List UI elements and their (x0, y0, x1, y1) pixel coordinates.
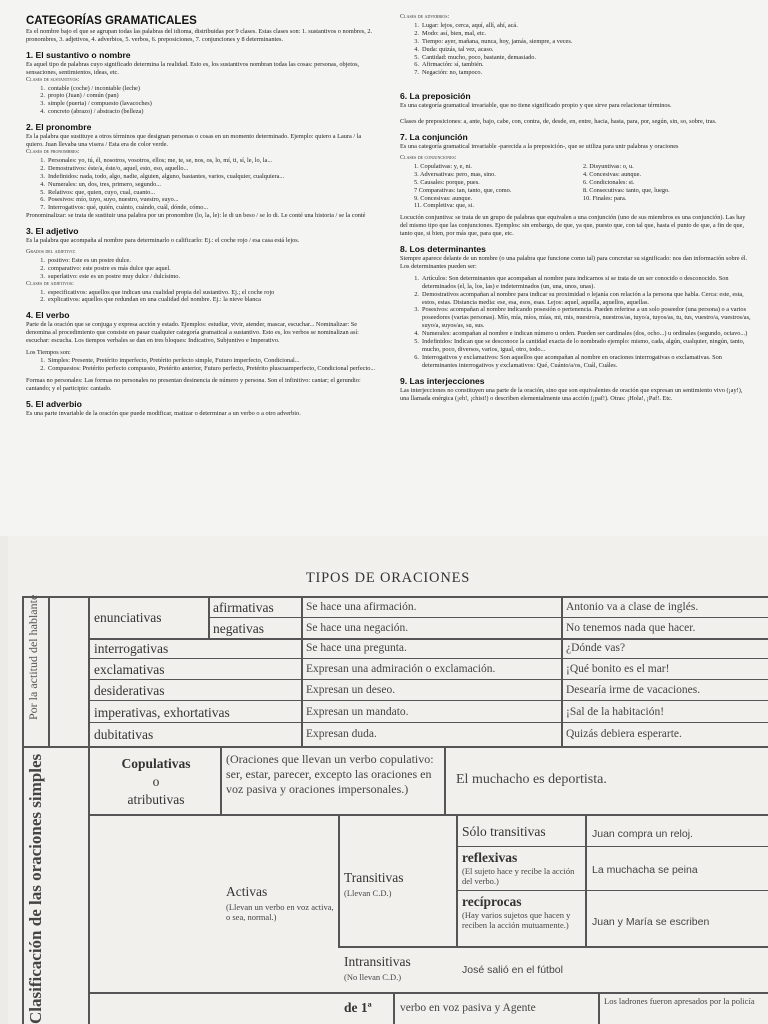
copulativas-desc: (Oraciones que llevan un verbo copulativo: ser, estar, parecer, excepto las oraciones en voz pasiva y oraciones impersonales.) (226, 752, 434, 796)
list-item: 2. Modo: así, bien, mal, etc. (414, 29, 487, 37)
reciprocas-title: recíprocas (462, 894, 522, 909)
type-cell: exclamativas (94, 662, 165, 677)
section-heading-adverbio: 5. El adverbio (26, 398, 82, 409)
transitivas-note: (Llevan C.D.) (344, 888, 392, 898)
list-item: 7. Interrogativos: qué, quién, cuánto, cuándo, cuál, dónde, cómo... (40, 204, 209, 212)
solo-transitivas: Sólo transitivas (462, 824, 546, 839)
adverbios-label: Clases de adverbios: (400, 14, 450, 20)
section-text: Siempre aparece delante de un nombre (o una palabra que funcione como tal) para concretar su significado: nos dan información sobre él. Los determinantes pueden ser: (400, 255, 748, 270)
section-text: Es la palabra que sustituye a otros términos que designan personas o cosas en un momento determinado. Ejemplo: quiero a Laura / la quiero. Juan llevaba una visera / Esta era de color verde. (26, 133, 362, 149)
reflexivas-title: reflexivas (462, 850, 518, 865)
list-item: 1. Artículos: Son determinantes que acompañan al nombre para indicarnos si se trata de un ser conocido o desconocido. Son determinados (el, la, los, las) e indeterminados (un, una, unos, unas). (414, 274, 729, 290)
sustantivo-list (26, 85, 376, 117)
list-item: 4. concreto (abrazo) / abstracto (belleza) (40, 108, 144, 116)
section-heading-interjecciones: 9. Las interjecciones (400, 375, 485, 386)
row-line (88, 638, 768, 640)
side-label-actitud: Por la actitud del hablante (26, 594, 40, 720)
list-item: 1. positivo: Este es un postre dulce. (40, 256, 131, 264)
tipos-oraciones-page (0, 536, 768, 1024)
copulativas-example: El muchacho es deportista. (456, 772, 607, 787)
list-item: 2. propio (Juan) / común (pan) (40, 92, 119, 100)
copulativas-divider (444, 748, 446, 814)
example-cell: Quizás debiera esperarte. (566, 728, 682, 740)
type-cell: imperativas, exhortativas (94, 705, 230, 720)
list-item: 4. Numerales: un, dos, tres, primero, segundo... (40, 180, 161, 188)
example-divider (585, 814, 587, 946)
pasiva-desc: verbo en voz pasiva y Agente (400, 1002, 536, 1014)
list-item: 10. Finales: para. (583, 194, 627, 202)
list-item: 2. Demostrativos acompañan al nombre para indicar su proximidad o lejanía con relación a la persona que habla. Cerca: este, esta, estos, estas. Distancia media: ese, esa, esos, esas. Lejos: aquel, aquella, aquellos, aquellas. (414, 290, 744, 306)
list-item: 3. Tiempo: ayer, mañana, nunca, hoy, jamás, siempre, a veces. (414, 37, 573, 45)
list-item: 9. Concesivas: aunque. (414, 194, 473, 202)
list-item: 5. Relativos: que, quien, cuyo, cual, cuanto... (40, 188, 156, 196)
list-item: 1. Lugar: lejos, cerca, aquí, allí, ahí, acá. (414, 21, 518, 29)
desc-cell: Se hace una negación. (306, 622, 409, 634)
list-item: 6. Interrogativos y exclamativos: Son aquellos que acompañan al nombre en oraciones interrogativas o exclamativas. Son determinantes interrogativos y exclamativos: Qué, Cuánto/a/os, Cuál, Cuáles. (414, 353, 722, 369)
type-cell: negativas (213, 621, 264, 636)
transitivas-divider (456, 814, 458, 946)
section-heading-pronombre: 2. El pronombre (26, 122, 92, 133)
list-item: 3. Indefinidos: nada, todo, algo, nadie, alguien, alguno, bastantes, varios, cualquier, cualquiera... (40, 172, 285, 180)
type-cell: interrogativas (94, 641, 169, 656)
list-item: 3. Posesivos: acompañan al nombre indicando posesión o pertenencia. Pueden referirse a un solo poseedor (una persona) o a varios poseedores (varias personas). Mío, mía, míos, mías, mi, mis, nuestro/a, nuestros/as, tuyo/a, tuyos/as, tu, tus, vuestro/a, vuestros/as, suyo/a, suyos/as, su, sus. (414, 306, 751, 330)
row-line (88, 700, 768, 701)
pronominalizar-text: Pronominalizar: se trata de sustituir una palabra por un pronombre (lo, la, le): le di un beso / se lo di. Le conté una historia / se la conté (26, 212, 366, 220)
list-item: 5. Causales: porque, pues. (414, 178, 480, 186)
section-text: Es una parte invariable de la oración que puede modificar, matizar o determinar a un verbo o a otro adverbio. (26, 409, 301, 417)
classes-label: Clases de sustantivos: (26, 76, 80, 83)
row-line (88, 722, 768, 723)
list-item: 2. explicativos: aquellos que redundan en una cualidad del nombre. Ej.: la nieve blanca (40, 296, 261, 304)
example-cell: Desearía irme de vacaciones. (566, 684, 701, 696)
activas-divider (338, 814, 340, 946)
preposiciones-list: Clases de preposiciones: a, ante, bajo, cabe, con, contra, de, desde, en, entre, hacia, hasta, para, por, según, sin, so, sobre, tras. (400, 118, 717, 126)
intransitivas-note: (No llevan C.D.) (344, 972, 402, 982)
classes-label: Clases de pronombres: (26, 148, 80, 155)
list-item: 4. Numerales: acompañan al nombre e indican número u orden. Pueden ser cardinales (dos, ocho...) u ordinales (segundo, octavo...) (414, 330, 748, 338)
row-line (456, 890, 768, 891)
table-border-left (22, 596, 24, 1024)
list-item: 4. Duda: quizás, tal vez, acaso. (414, 45, 494, 53)
pronombre-list (26, 157, 376, 212)
locucion-text: Locución conjuntiva: se trata de un grupo de palabras que equivalen a una conjunción (uno de sus miembros es una conjunción). Las hay del mismo tipo que las conjunciones. Ejemplos: sin embargo, de que, ya que, puesto que, con tal que, hasta el punto de que, a fin de que, tanto que, si bien, por más que, para que, etc. (400, 214, 746, 238)
reciprocas-example: Juan y María se escriben (592, 916, 710, 928)
section-heading-determinantes: 8. Los determinantes (400, 244, 486, 255)
list-item: 6. Afirmación: sí, también. (414, 61, 484, 69)
list-item: 5. Indefinidos: Indican que se desconoce la cantidad exacta de lo nombrado ejemplo: mismo, cada, algún, cualquier, ningún, tanto, mucho, poco, diversos, varios, igual, otro, todo... (414, 338, 745, 353)
atributivas-title: atributivas (127, 792, 185, 807)
adverbios-list (400, 22, 752, 77)
example-cell: ¿Dónde vas? (566, 642, 626, 654)
solo-example: Juan compra un reloj. (592, 828, 693, 840)
list-item: 1. especificativos: aquellos que indican una cualidad propia del sustantivo. Ej.; el coche rojo (40, 288, 275, 296)
list-item: 5. Cantidad: mucho, poco, bastante, demasiado. (414, 53, 537, 61)
section-text: Es la palabra que acompaña al nombre para determinarlo o calificarlo: Ej.: el coche rojo / esa casa está lejos. (26, 237, 300, 245)
table-title: TIPOS DE ORACIONES (305, 570, 471, 586)
tiempos-list (26, 357, 376, 373)
grados-label: Grados del adjetivo: (26, 249, 76, 256)
section-heading-preposicion: 6. La preposición (400, 91, 471, 102)
type-cell: afirmativas (213, 600, 274, 615)
example-column-left (561, 596, 563, 746)
section-heading-adjetivo: 3. El adjetivo (26, 226, 79, 237)
reciprocas-note: (Hay varios sujetos que hacen y reciben la acción mutuamente.) (462, 910, 571, 930)
list-item: 3. Adversativas: pero, mas, sino. (414, 170, 496, 178)
list-item: 6. Condicionales: si. (583, 178, 635, 186)
row-line (88, 814, 768, 816)
reflexivas-note: (El sujeto hace y recibe la acción del verbo.) (462, 866, 575, 886)
list-item: 2. Disyuntivas: o, u. (583, 162, 634, 170)
type-cell: desiderativas (94, 683, 165, 698)
clases-adjetivos-label: Clases de adjetivos: (26, 280, 74, 287)
pasiva-degree: de 1ª (344, 1000, 372, 1015)
list-item: 2. Demostrativos: éste/a, éste/o, aquel, esto, eso, aquello... (40, 164, 189, 172)
desc-cell: Expresan un mandato. (306, 706, 409, 718)
list-item: 3. superlativo: este es un postre muy dulce / dulcísimo. (40, 272, 181, 280)
desc-cell: Expresan una admiración o exclamación. (306, 663, 496, 675)
type-enunciativas: enunciativas (94, 610, 162, 625)
grammar-left-column (26, 14, 376, 418)
row-line (88, 679, 768, 680)
section-text: Es aquel tipo de palabras cuyo significado determina la realidad. Esto es, los sustantivos nombran todas las cosas: personas, objetos, sensaciones, sentimientos, ideas, etc. (26, 60, 360, 76)
no-personales-text: Formas no personales: Las formas no personales no presentan desinencia de número y persona. Son el infinitivo: cantar; el gerundio: cantando; y el participio: cantado. (26, 376, 361, 392)
section-text: Parte de la oración que se conjuga y expresa acción y estado. Ejemplos: estudiar, vivir, atender, mascar, escuchar... Nominalizar: Se denomina al procedimiento que consiste en pasar cualquier categoría gramatical a sustantivo. Esto es, los verbos se nominalizan así: escuchar: escucha. Los tiempos verbales se dan en tres bloques: Indicativo, Subjuntivo e Imperativo. (26, 321, 359, 345)
copulativas-divider (220, 748, 222, 814)
section-text: Es una categoría gramatical invariable -parecida a la preposición-, que se utiliza para unir palabras y oraciones (400, 143, 679, 151)
row-line-thick (22, 746, 768, 748)
section-text: Es una categoría gramatical invariable, que no tiene significado propio y que sirve para relacionar términos. (400, 102, 672, 110)
desc-column-left (301, 596, 303, 746)
tipos-table-sheet (8, 536, 768, 1024)
reflexivas-example: La muchacha se peina (592, 864, 698, 876)
example-cell: ¡Qué bonito es el mar! (566, 663, 670, 675)
pasiva-divider (598, 992, 600, 1024)
row-line (456, 846, 768, 847)
desc-cell: Se hace una pregunta. (306, 642, 407, 654)
list-item: 4. Concesivas: aunque. (583, 170, 642, 178)
example-cell: ¡Sal de la habitación! (566, 706, 665, 718)
example-cell: No tenemos nada que hacer. (566, 622, 696, 634)
desc-cell: Expresan un deseo. (306, 684, 396, 696)
determinantes-list (400, 275, 752, 370)
desc-cell: Expresan duda. (306, 728, 377, 740)
copulativas-title: Copulativas (121, 756, 191, 771)
type-column-left (88, 596, 90, 1024)
list-item: 8. Consecutivas: tanto, que, luego. (583, 186, 670, 194)
desc-cell: Se hace una afirmación. (306, 601, 417, 613)
row-line (88, 658, 768, 659)
tiempos-label: Los Tiempos son: (26, 349, 71, 357)
list-item: 2. Compuestos: Pretérito perfecto compuesto, Pretérito anterior, Futuro perfecto, Pretérito pluscuamperfecto, Condicional perfecto... (40, 364, 376, 372)
section-text: Las interjecciones no constituyen una parte de la oración, sino que son equivalentes de oración que expresan un sentimiento vivo (¡ay!), una llamada enérgica (¡eh!, ¡chist!) o describen elementalmente una acción (¡paf!). Otras: ¡Hola!, ¡Paf!. Etc. (400, 386, 743, 402)
transitivas-title: Transitivas (344, 870, 404, 885)
list-item: 7. Negación: no, tampoco. (414, 69, 483, 77)
section-heading-verbo: 4. El verbo (26, 310, 70, 321)
side-label-simples: Clasificación de las oraciones simples (26, 753, 45, 1024)
activas-note: (Llevan un verbo en voz activa, o sea, normal.) (226, 902, 334, 922)
list-item: 2. comparativo: este postre es más dulce que aquel. (40, 264, 171, 272)
grados-list (26, 257, 376, 281)
pasiva-divider (393, 992, 395, 1024)
copulativas-or: o (152, 774, 160, 789)
conjunciones-list (400, 163, 752, 210)
table-border-top (22, 596, 768, 598)
list-item: 6. Posesivos: mío, tuyo, suyo, nuestro, vuestro, suyo... (40, 196, 179, 204)
row-line (338, 946, 768, 948)
conjunciones-label: Clases de conjunciones: (400, 154, 457, 161)
list-item: 1. contable (coche) / incontable (leche) (40, 84, 140, 92)
list-item: 11. Completiva: que, si. (414, 202, 474, 210)
list-item: 3. simple (puerta) / compuesto (lavacoches) (40, 100, 152, 108)
page-title: CATEGORÍAS GRAMATICALES (26, 15, 197, 27)
row-line (208, 617, 768, 618)
example-cell: Antonio va a clase de inglés. (566, 601, 699, 613)
type-cell: dubitativas (94, 727, 154, 742)
list-item: 1. Personales: yo, tú, él, nosotros, vosotros, ellos; me, te, se, nos, os, lo, mí, ti, sí, le, lo, la... (40, 156, 273, 164)
intransitivas-example: José salió en el fútbol (462, 964, 563, 976)
list-item: 1. Simples: Presente, Pretérito imperfecto, Pretérito perfecto simple, Futuro imperfecto, Condicional... (40, 357, 300, 364)
section-heading-sustantivo: 1. El sustantivo o nombre (26, 49, 131, 60)
grammar-right-column (400, 14, 752, 403)
activas-title: Activas (226, 884, 268, 899)
intro-text: Es el nombre bajo el que se agrupan todas las palabras del idioma, distribuidas por 9 clases. Estas clases son: 1. sustantivos o nombres, 2. pronombres, 3. adjetivos, 4. adverbios, 5. verbos, 6. preposiciones, 7. conjunciones y 8 determinantes. (26, 28, 373, 43)
list-item: 7 Comparativas: tan, tanto, que, como. (414, 186, 512, 194)
pasiva-example: Los ladrones fueron apresados por la policía (604, 996, 755, 1006)
side-divider (48, 596, 50, 748)
section-heading-conjuncion: 7. La conjunción (400, 132, 468, 143)
row-line (88, 992, 768, 994)
clases-adjetivos-list (26, 289, 376, 305)
intransitivas-title: Intransitivas (344, 954, 411, 969)
list-item: 1. Copulativas: y, e, ni. (414, 162, 473, 170)
